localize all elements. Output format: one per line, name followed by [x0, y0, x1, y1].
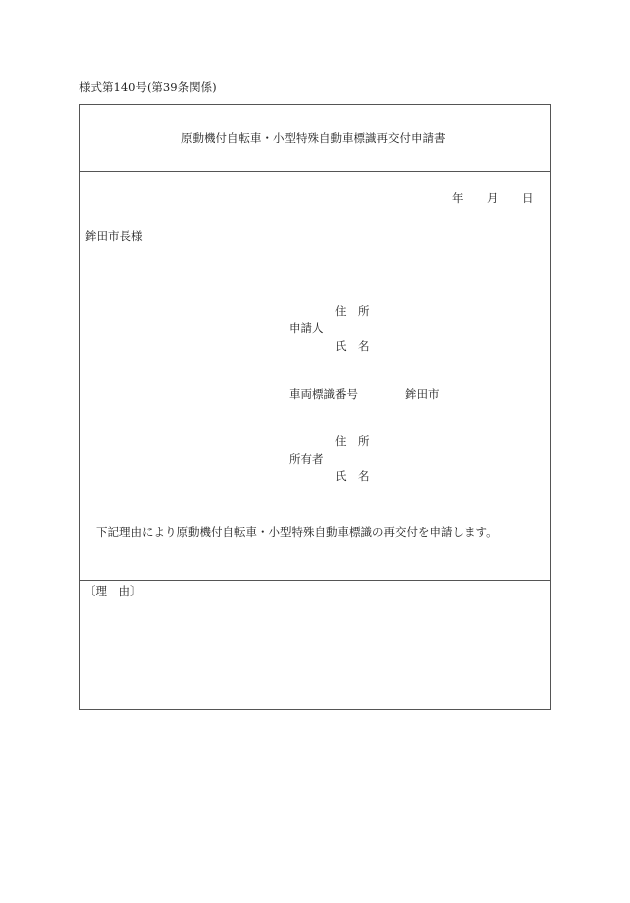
- addressee: 鉾田市長様: [85, 229, 143, 243]
- reason-divider: [80, 580, 550, 581]
- applicant-name-label: 氏 名: [335, 339, 370, 353]
- reason-label: 〔理 由〕: [84, 584, 142, 598]
- applicant-label: 申請人: [289, 321, 324, 335]
- application-form: [79, 104, 551, 710]
- title-divider: [80, 171, 550, 172]
- owner-label: 所有者: [289, 452, 324, 466]
- owner-name-label: 氏 名: [335, 469, 370, 483]
- applicant-address-label: 住 所: [335, 304, 370, 318]
- date-year-label: 年: [452, 191, 464, 205]
- date-month-label: 月: [487, 191, 499, 205]
- vehicle-plate-prefix: 鉾田市: [405, 387, 440, 401]
- owner-address-label: 住 所: [335, 434, 370, 448]
- application-statement: 下記理由により原動機付自転車・小型特殊自動車標識の再交付を申請します。: [96, 525, 498, 539]
- form-title: 原動機付自転車・小型特殊自動車標識再交付申請書: [181, 131, 446, 145]
- form-number: 様式第140号(第39条関係): [79, 80, 217, 94]
- vehicle-plate-label: 車両標識番号: [289, 387, 358, 401]
- date-day-label: 日: [522, 191, 534, 205]
